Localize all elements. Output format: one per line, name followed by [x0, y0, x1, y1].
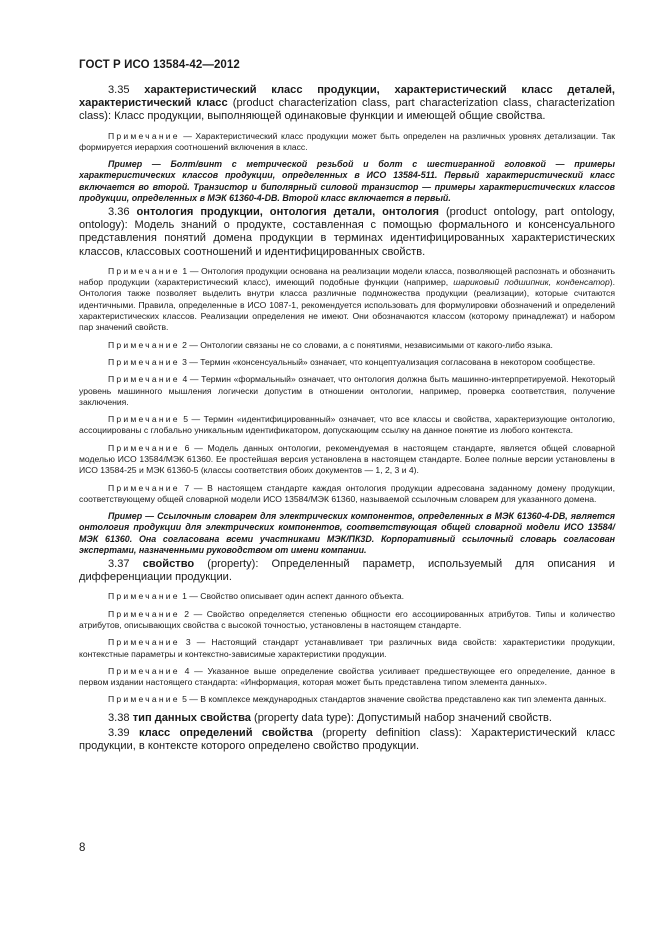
note [79, 131, 615, 154]
example: Пример — Болт/винт с метрической резьбой и болт с шестигранной головкой — примеры характеристических классов продукции, определенных в ИСО 13584-511. Первый характеристический класс включается во второй. Транзистор и биполярный силовой транзистор — примеры характеристических классов продукции, определенных в МЭК 61360-4-DB. Второй класс включается в первый. [79, 159, 615, 203]
note-label: Примечание [108, 130, 180, 141]
note-label: Примечание [108, 374, 180, 385]
term-number: 3.38 [108, 711, 130, 724]
note [79, 374, 615, 408]
term-definition: (property): Определенный параметр, используемый для описания и дифференциации продукции. [79, 557, 615, 584]
note [79, 414, 615, 437]
term-number: 3.39 [108, 726, 130, 739]
page-number: 8 [79, 842, 86, 854]
note-text: 5 — В комплексе международных стандартов значение свойства представлено как тип элемента данных. [182, 694, 607, 705]
note [79, 666, 615, 689]
term-number: 3.36 [108, 206, 130, 219]
note-text: — Характеристический класс продукции может быть определен на различных уровнях детализации. Так формируется иерархия соотношений включения в класс. [79, 130, 616, 152]
term-3-38 [79, 712, 615, 725]
note [79, 694, 615, 705]
note [79, 591, 615, 602]
note [79, 340, 615, 351]
term-definition: (product characterization class, part characterization class, characterization class): Класс продукции, выполняющей одинаковые функции и имеющей общие свойства. [79, 97, 615, 123]
note-text: 2 — Свойство определяется степенью общности его ассоциированных атрибутов. Типы и количество атрибутов, описывающих свойства с высокой точностью, установлены в настоящем стандарте. [79, 608, 616, 630]
term-name: класс определений свойства [138, 726, 313, 739]
note-text: 6 — Модель данных онтологии, рекомендуемая в настоящем стандарте, является общей словарной моделью ИСО 13584/МЭК 61360. Ее простейшая версия установлена в настоящем стандарте. Более полные версии установлены в ИСО 13584-25 и МЭК 61360-5 (классы соответствия обоих документов — 1, 2, 3 и 4). [79, 442, 615, 476]
note-text: 1 — Онтология продукции основана на реализации модели класса, позволяющей распознать и обозначить набор продукции (характеристический класс), имеющий подобные функции (например, [79, 265, 615, 288]
page-header: ГОСТ Р ИСО 13584-42—2012 [79, 59, 240, 71]
note [79, 609, 615, 632]
note-label: Примечание [108, 482, 180, 493]
note [79, 483, 615, 506]
note-text: 4 — Термин «формальный» означает, что онтология должна быть машинно-интерпретируемой. Некоторый уровень машинного мышления логически допустим в отношении онтологии, например, проверка соответствия, получение заключения. [79, 374, 615, 407]
note-text: 1 — Свойство описывает один аспект данного объекта. [182, 591, 405, 602]
term-definition: (property definition class): Характеристический класс продукции, в контексте которого определено свойство продукции. [79, 726, 615, 753]
note-text: 7 — В настоящем стандарте каждая онтология продукции адресована заданному домену продукции, соответствующему общей словарной модели ИСО 13584/МЭК 61360, называемой ссылочным словарем для указанного домена. [79, 482, 615, 504]
term-name: характеристический класс продукции, характеристический класс деталей, характеристический класс [79, 84, 615, 110]
term-3-39 [79, 727, 615, 753]
term-number: 3.37 [108, 557, 130, 570]
term-definition: (property data type): Допустимый набор значений свойств. [254, 711, 553, 724]
note-label: Примечание [108, 608, 180, 619]
note-label: Примечание [108, 442, 180, 453]
note-label: Примечание [108, 591, 180, 602]
note-label: Примечание [108, 665, 180, 676]
note [79, 637, 615, 660]
note-text: 3 — Настоящий стандарт устанавливает три различных вида свойств: характеристики продукции, контекстные параметры и контекстно-зависимые характеристики продукции. [79, 637, 615, 659]
note-text: 4 — Указанное выше определение свойства усиливает предшествующее его определение, данное в первом издании настоящего стандарта: «Информация, которая может быть представлена типом элемента данных». [79, 665, 616, 688]
note [79, 443, 615, 477]
note-label: Примечание [108, 694, 180, 705]
note-label: Примечание [108, 339, 180, 350]
note-text: 5 — Термин «идентифицированный» означает, что все классы и свойства, характеризующие онтологию, ассоциированы с глобально уникальным идентификатором, допускающим ссылку на данное понятие из любого контекста. [79, 414, 615, 436]
term-name: тип данных свойства [132, 711, 251, 724]
page-content [79, 84, 615, 760]
note-label: Примечание [108, 356, 180, 367]
note [79, 266, 615, 334]
note-italic-text: шариковый подшипник, конденсатор [453, 277, 610, 288]
term-3-35 [79, 84, 615, 124]
example: Пример — Ссылочным словарем для электрических компонентов, определенных в МЭК 61360-4-DB, является онтология продукции для электрических компонентов, соответствующая общей словарной модели ИСО 13584/МЭК 61360. Она согласована всеми участниками МЭК/ПК3D. Корпоративный ссылочный словарь согласован экспертами, назначенными руководством от имени компании. [79, 511, 615, 555]
note-text: 3 — Термин «консенсуальный» означает, что концептуализация согласована в некотором сообществе. [182, 356, 596, 367]
term-name: онтология продукции, онтология детали, онтология [136, 206, 440, 219]
note-label: Примечание [108, 414, 180, 425]
term-definition: (product ontology, part ontology, ontology): Модель знаний о продукте, составленная с помощью формального и консенсуального представления понятий домена продукции в терминах идентифицированных характеристических классов, классовых соотношений и идентифицированных свойств. [79, 206, 615, 258]
note [79, 357, 615, 368]
note-text: 2 — Онтологии связаны не со словами, а с понятиями, независимыми от какого-либо языка. [182, 339, 553, 350]
term-3-37 [79, 558, 615, 584]
term-number: 3.35 [108, 84, 130, 96]
term-name: свойство [142, 557, 195, 570]
note-label: Примечание [108, 637, 180, 648]
note-label: Примечание [108, 265, 180, 276]
note-text: ). Онтология также позволяет выделить внутри класса различные подмножества продукции (реализации), которые считаются идентичными. Правила, определенные в ИСО 1087-1, рекомендуется использовать для формулировки обозначений и определений характеристических классов. Реализации определения не имеют. Они обозначаются классом (которому принадлежат) и набором пар значений свойств. [79, 277, 615, 333]
term-3-36 [79, 206, 615, 259]
